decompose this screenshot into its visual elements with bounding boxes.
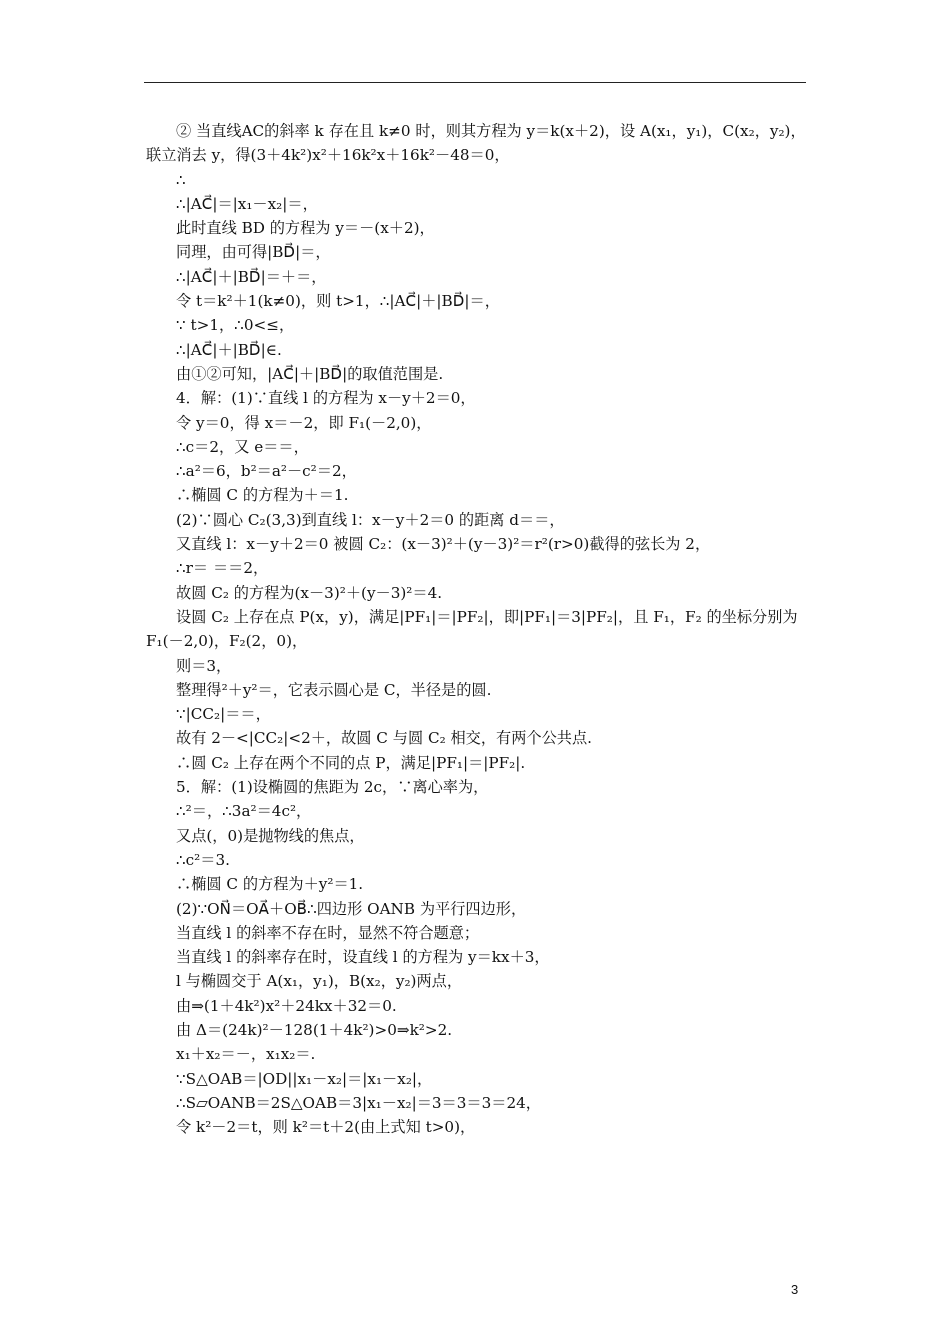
text-line: (2)∵ON⃗＝OA⃗＋OB⃗∴四边形 OANB 为平行四边形， bbox=[176, 899, 527, 918]
text-line: 整理得²＋y²＝，它表示圆心是 C，半径是的圆. bbox=[176, 680, 492, 699]
text-line: ∴|AC⃗|＋|BD⃗|∈. bbox=[176, 340, 282, 359]
text-line: 由 Δ＝(24k)²－128(1＋4k²)>0⇒k²>2. bbox=[176, 1020, 453, 1039]
text-line: 令 k²－2＝t，则 k²＝t＋2(由上式知 t>0)， bbox=[176, 1118, 476, 1137]
text-line: ∴|AC⃗|＋|BD⃗|＝＋＝， bbox=[176, 267, 327, 286]
text-line: 由①②可知，|AC⃗|＋|BD⃗|的取值范围是. bbox=[176, 364, 444, 383]
page-number: 3 bbox=[791, 1282, 799, 1297]
text-line: ∴a²＝6，b²＝a²－c²＝2， bbox=[176, 462, 357, 481]
text-line: ∴ bbox=[176, 170, 186, 189]
text-line: 4．解：(1)∵直线 l 的方程为 x－y＋2＝0， bbox=[176, 389, 476, 408]
text-line: ∴圆 C₂ 上存在两个不同的点 P，满足|PF₁|＝|PF₂|. bbox=[176, 753, 526, 772]
document-body bbox=[146, 119, 826, 1139]
text-line: ② 当直线AC的斜率 k 存在且 k≠0 时，则其方程为 y＝k(x＋2)，设 A(x₁，y₁)，C(x₂，y₂)， bbox=[176, 122, 806, 140]
text-line: 由⇒(1＋4k²)x²＋24kx＋32＝0. bbox=[176, 996, 397, 1015]
text-line: ∴椭圆 C 的方程为＋＝1. bbox=[176, 486, 349, 505]
text-line: l 与椭圆交于 A(x₁，y₁)，B(x₂，y₂)两点， bbox=[176, 972, 463, 991]
text-line: ∴c＝2，又 e＝＝， bbox=[176, 437, 309, 456]
text-line: 同理，由可得|BD⃗|＝， bbox=[176, 243, 331, 262]
text-line: x₁＋x₂＝－，x₁x₂＝. bbox=[176, 1045, 316, 1064]
text-line: ∴S▱OANB＝2S△OAB＝3|x₁－x₂|＝3＝3＝3＝24， bbox=[176, 1093, 541, 1112]
text-line: ∵S△OAB＝|OD||x₁－x₂|＝|x₁－x₂|， bbox=[176, 1069, 433, 1088]
text-line: 令 t＝k²＋1(k≠0)，则 t>1，∴|AC⃗|＋|BD⃗|＝， bbox=[176, 292, 500, 311]
text-line: ∵ t>1，∴0<≤， bbox=[176, 316, 295, 335]
text-line: F₁(－2,0)，F₂(2，0)， bbox=[146, 632, 308, 651]
text-line: 令 y＝0，得 x＝－2，即 F₁(－2,0)， bbox=[176, 413, 432, 432]
text-line: ∴|AC⃗|＝|x₁－x₂|＝， bbox=[176, 194, 318, 213]
text-line: 当直线 l 的斜率存在时，设直线 l 的方程为 y＝kx＋3， bbox=[176, 948, 550, 967]
header-rule bbox=[144, 82, 806, 83]
text-line: 则＝3， bbox=[176, 656, 232, 675]
text-line: 又直线 l：x－y＋2＝0 被圆 C₂：(x－3)²＋(y－3)²＝r²(r>0)截得的弦长为 2， bbox=[176, 535, 711, 554]
text-line: ∴r＝ ＝＝2， bbox=[176, 559, 269, 578]
text-line: ∴椭圆 C 的方程为＋y²＝1. bbox=[176, 875, 364, 894]
text-line: ∴²＝，∴3a²＝4c²， bbox=[176, 802, 312, 821]
text-line: 当直线 l 的斜率不存在时，显然不符合题意； bbox=[176, 923, 480, 942]
text-line: 5．解：(1)设椭圆的焦距为 2c，∵离心率为， bbox=[176, 778, 489, 797]
text-line: 设圆 C₂ 上存在点 P(x，y)，满足|PF₁|＝|PF₂|，即|PF₁|＝3|PF₂|，且 F₁，F₂ 的坐标分别为 bbox=[176, 607, 798, 626]
text-line: 故圆 C₂ 的方程为(x－3)²＋(y－3)²＝4. bbox=[176, 583, 443, 602]
text-line: 此时直线 BD 的方程为 y＝－(x＋2)， bbox=[176, 219, 435, 238]
text-line: (2)∵圆心 C₂(3,3)到直线 l：x－y＋2＝0 的距离 d＝＝， bbox=[176, 510, 565, 529]
text-line: 联立消去 y，得(3＋4k²)x²＋16k²x＋16k²－48＝0， bbox=[146, 146, 510, 165]
text-line: ∴c²＝3. bbox=[176, 850, 230, 869]
text-line: ∵|CC₂|＝＝， bbox=[176, 705, 271, 724]
text-line: 又点(，0)是抛物线的焦点， bbox=[176, 826, 365, 845]
text-line: 故有 2－<|CC₂|<2＋，故圆 C 与圆 C₂ 相交，有两个公共点. bbox=[176, 729, 593, 748]
